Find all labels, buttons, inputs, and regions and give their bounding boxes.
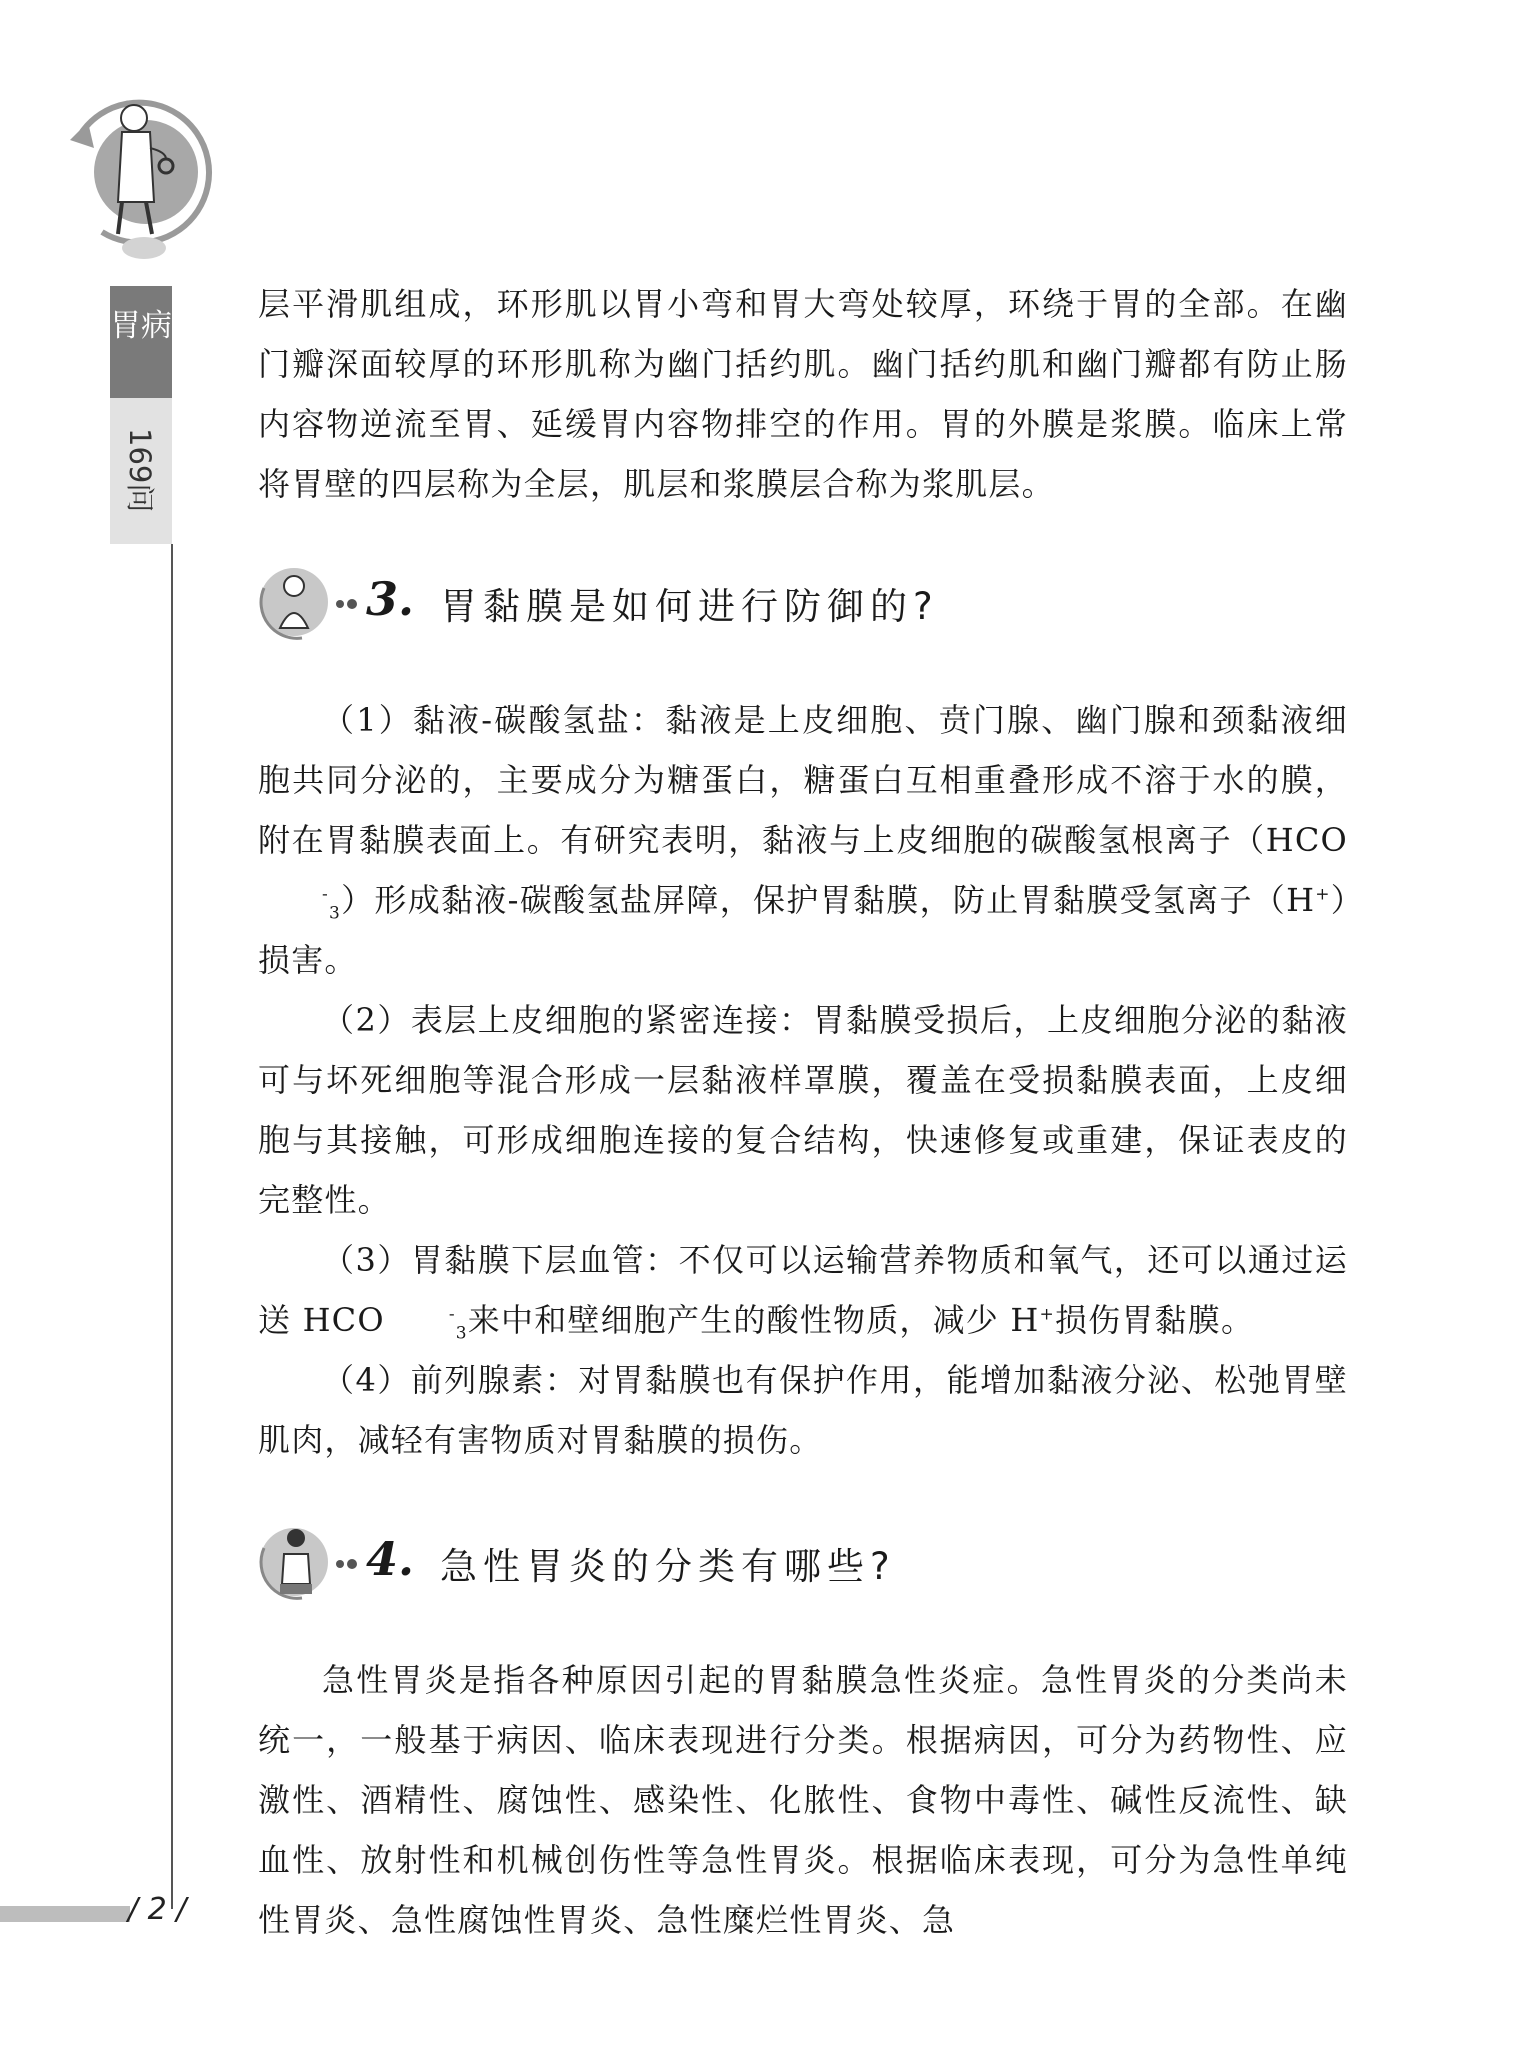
- section-4-number: 4.: [366, 1532, 415, 1586]
- section-3-number: 3.: [366, 572, 415, 626]
- sitting-figure-icon: [254, 1518, 364, 1608]
- section-3-heading: [254, 558, 1354, 648]
- decorative-dot: [122, 237, 166, 259]
- section-4-paragraph-1: 急性胃炎是指各种原因引起的胃黏膜急性炎症。急性胃炎的分类尚未统一，一般基于病因、临床表现进行分类。根据病因，可分为药物性、应激性、酒精性、腐蚀性、感染性、化脓性、食物中毒性、碱性反流性、缺血性、放射性和机械创伤性等急性胃炎。根据临床表现，可分为急性单纯性胃炎、急性腐蚀性胃炎、急性糜烂性胃炎、急: [258, 1661, 1348, 1939]
- book-title-tab: 胃病: [110, 286, 172, 398]
- doctor-mascot-icon: [62, 92, 222, 252]
- intro-paragraph: [258, 274, 1348, 514]
- section-3-paragraph-1: （1）黏液-碳酸氢盐：黏液是上皮细胞、贲门腺、幽门腺和颈黏液细胞共同分泌的，主要成分为糖蛋白，糖蛋白互相重叠形成不溶于水的膜，附在胃黏膜表面上。有研究表明，黏液与上皮细胞的碳酸氢根离子$(HCO^-_3)$形成黏液-碳酸氢盐屏障，保护胃黏膜，防止胃黏膜受氢离子（H+）损害。: [258, 701, 1348, 979]
- section-4-title: 急性胃炎的分类有哪些?: [440, 1545, 896, 1588]
- page-number-bar: [0, 1906, 130, 1922]
- section-3-paragraph-2: （2）表层上皮细胞的紧密连接：胃黏膜受损后，上皮细胞分泌的黏液可与坏死细胞等混合形成一层黏液样罩膜，覆盖在受损黏膜表面，上皮细胞与其接触，可形成细胞连接的复合结构，快速修复或重建，保证表皮的完整性。: [258, 1001, 1348, 1219]
- page-number: / 2 /: [128, 1892, 187, 1927]
- intro-line: 层平滑肌组成，环形肌以胃小弯和胃大弯处较厚，环绕于胃的全部。: [258, 285, 1281, 323]
- book-subtitle-tab: [110, 398, 172, 544]
- section-4-heading: [254, 1518, 1354, 1608]
- section-3-paragraph-3: （3）胃黏膜下层血管：不仅可以运输营养物质和氧气，还可以通过运送 HCO -$_3$来中和壁细胞产生的酸性物质，减少 H+损伤胃黏膜。: [258, 1241, 1348, 1344]
- section-3-paragraph-4: （4）前列腺素：对胃黏膜也有保护作用，能增加黏液分泌、松弛胃壁肌肉，减轻有害物质对胃黏膜的损伤。: [258, 1361, 1348, 1459]
- intro-rest: 在幽门瓣深面较厚的环形肌称为幽门括约肌。幽门括约肌和幽门瓣都有防止肠内容物逆流至胃、延缓胃内容物排空的作用。胃的外膜是浆膜。临床上常将胃壁的四层称为全层，肌层和浆膜层合称为浆肌层。: [258, 285, 1348, 503]
- section-3-title: 胃黏膜是如何进行防御的?: [440, 585, 939, 628]
- book-subtitle: 169问: [123, 428, 157, 513]
- thinking-figure-icon: [254, 558, 364, 648]
- margin-rule: [171, 544, 173, 1909]
